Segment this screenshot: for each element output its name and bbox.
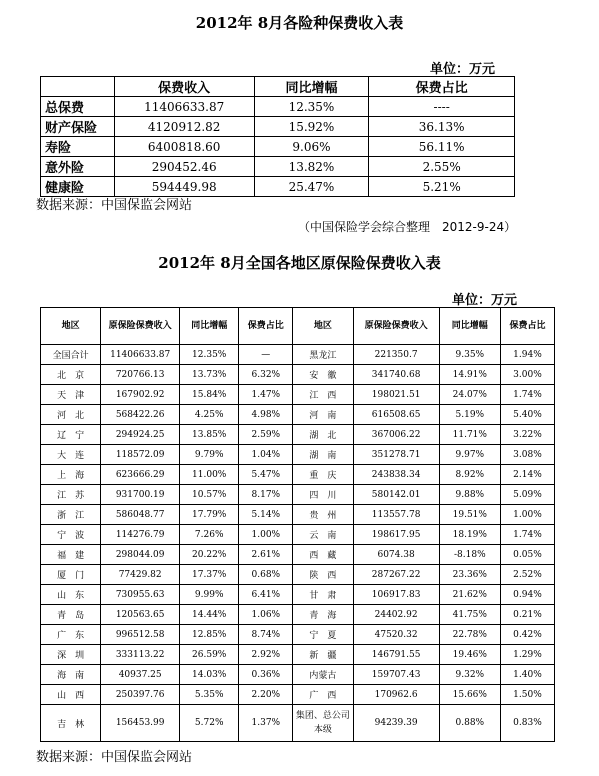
table-cell: 2.52% <box>500 565 554 585</box>
table-cell: 1.40% <box>500 665 554 685</box>
table-cell: 2.61% <box>239 545 293 565</box>
table-row <box>41 405 555 425</box>
regional-header-cell: 保费占比 <box>239 308 293 345</box>
table-cell: 198021.51 <box>353 385 439 405</box>
table-cell: 1.06% <box>239 605 293 625</box>
table-cell: 19.51% <box>439 505 500 525</box>
table-cell: 0.68% <box>239 565 293 585</box>
table-cell: 221350.7 <box>353 345 439 365</box>
region-name: 黑龙江 <box>293 345 353 365</box>
table-cell: 6.32% <box>239 365 293 385</box>
region-name: 青 海 <box>293 605 353 625</box>
table-cell: 616508.65 <box>353 405 439 425</box>
regional-title: 2012年 8月全国各地区原保险保费收入表 <box>158 254 441 272</box>
table-cell: 12.35% <box>180 345 239 365</box>
region-name: 集团、总公司本级 <box>293 705 353 742</box>
table-cell: 8.74% <box>239 625 293 645</box>
table-cell: 367006.22 <box>353 425 439 445</box>
region-name: 宁 波 <box>41 525 101 545</box>
table-cell: — <box>239 345 293 365</box>
regional-header-cell: 同比增幅 <box>180 308 239 345</box>
table-cell: 2.59% <box>239 425 293 445</box>
table-cell: 156453.99 <box>101 705 180 742</box>
table-cell: 146791.55 <box>353 645 439 665</box>
table-row <box>41 705 555 742</box>
region-name: 福 建 <box>41 545 101 565</box>
region-name: 内蒙古 <box>293 665 353 685</box>
region-name: 河 北 <box>41 405 101 425</box>
table-cell: 996512.58 <box>101 625 180 645</box>
region-name: 湖 南 <box>293 445 353 465</box>
table-cell: 21.62% <box>439 585 500 605</box>
table-cell: 167902.92 <box>101 385 180 405</box>
table-cell: 113557.78 <box>353 505 439 525</box>
table-row <box>41 345 555 365</box>
table-cell: 3.08% <box>500 445 554 465</box>
table-cell: 5.40% <box>500 405 554 425</box>
table-cell: 9.06% <box>254 137 369 157</box>
region-name: 浙 江 <box>41 505 101 525</box>
table-cell: 5.09% <box>500 485 554 505</box>
table-cell: 1.74% <box>500 385 554 405</box>
region-name: 贵 州 <box>293 505 353 525</box>
table-cell: 5.35% <box>180 685 239 705</box>
table-cell: 11.00% <box>180 465 239 485</box>
summary-header-cell: 同比增幅 <box>254 77 369 97</box>
summary-title: 2012年 8月各险种保费收入表 <box>195 14 404 32</box>
table-cell: 594449.98 <box>114 177 254 197</box>
regional-header-cell: 原保险保费收入 <box>101 308 180 345</box>
table-cell: 4.25% <box>180 405 239 425</box>
table-row <box>41 137 515 157</box>
table-row <box>41 545 555 565</box>
regional-header-cell: 保费占比 <box>500 308 554 345</box>
table-cell: 17.79% <box>180 505 239 525</box>
table-cell: 8.92% <box>439 465 500 485</box>
table-cell: 3.22% <box>500 425 554 445</box>
regional-table <box>40 307 555 742</box>
table-cell: 94239.39 <box>353 705 439 742</box>
table-cell: 106917.83 <box>353 585 439 605</box>
table-cell: 13.85% <box>180 425 239 445</box>
table-cell: 20.22% <box>180 545 239 565</box>
table-row <box>41 565 555 585</box>
table-cell: 1.00% <box>239 525 293 545</box>
table-cell: 12.35% <box>254 97 369 117</box>
table-cell: 0.36% <box>239 665 293 685</box>
regional-header-cell: 地区 <box>41 308 101 345</box>
region-name: 青 岛 <box>41 605 101 625</box>
region-name: 甘 肃 <box>293 585 353 605</box>
table-cell: 250397.76 <box>101 685 180 705</box>
table-cell: -8.18% <box>439 545 500 565</box>
table-cell: 41.75% <box>439 605 500 625</box>
table-cell: 341740.68 <box>353 365 439 385</box>
region-name: 深 圳 <box>41 645 101 665</box>
regional-header-row <box>41 308 555 345</box>
table-cell: 25.47% <box>254 177 369 197</box>
region-name: 安 徽 <box>293 365 353 385</box>
table-cell: 10.57% <box>180 485 239 505</box>
table-row <box>41 605 555 625</box>
region-name: 江 苏 <box>41 485 101 505</box>
table-row <box>41 665 555 685</box>
table-row <box>41 625 555 645</box>
table-row <box>41 465 555 485</box>
summary-table <box>40 76 515 197</box>
table-cell: 11406633.87 <box>114 97 254 117</box>
table-cell: 2.55% <box>369 157 515 177</box>
table-cell: 298044.09 <box>101 545 180 565</box>
region-name: 吉 林 <box>41 705 101 742</box>
region-name: 陕 西 <box>293 565 353 585</box>
table-cell: 931700.19 <box>101 485 180 505</box>
region-name: 宁 夏 <box>293 625 353 645</box>
table-cell: 8.17% <box>239 485 293 505</box>
region-name: 厦 门 <box>41 565 101 585</box>
table-cell: 9.35% <box>439 345 500 365</box>
region-name: 广 西 <box>293 685 353 705</box>
table-cell: 14.91% <box>439 365 500 385</box>
table-row <box>41 97 515 117</box>
regional-unit: 单位：万元 <box>452 293 518 308</box>
row-label: 财产保险 <box>41 117 115 137</box>
table-cell: 0.88% <box>439 705 500 742</box>
table-cell: 9.99% <box>180 585 239 605</box>
table-cell: 1.94% <box>500 345 554 365</box>
table-row <box>41 685 555 705</box>
table-cell: 24402.92 <box>353 605 439 625</box>
summary-header-cell: 保费占比 <box>369 77 515 97</box>
table-cell: 24.07% <box>439 385 500 405</box>
region-name: 辽 宁 <box>41 425 101 445</box>
table-cell: 12.85% <box>180 625 239 645</box>
summary-header-cell: 保费收入 <box>114 77 254 97</box>
table-cell: 23.36% <box>439 565 500 585</box>
table-cell: 15.92% <box>254 117 369 137</box>
table-cell: 568422.26 <box>101 405 180 425</box>
region-name: 广 东 <box>41 625 101 645</box>
region-name: 北 京 <box>41 365 101 385</box>
region-name: 大 连 <box>41 445 101 465</box>
table-row <box>41 365 555 385</box>
table-cell: 13.73% <box>180 365 239 385</box>
table-cell: ---- <box>369 97 515 117</box>
table-cell: 56.11% <box>369 137 515 157</box>
table-cell: 580142.01 <box>353 485 439 505</box>
table-row <box>41 485 555 505</box>
table-cell: 6400818.60 <box>114 137 254 157</box>
table-cell: 9.88% <box>439 485 500 505</box>
table-cell: 1.00% <box>500 505 554 525</box>
region-name: 山 东 <box>41 585 101 605</box>
table-cell: 0.21% <box>500 605 554 625</box>
table-cell: 243838.34 <box>353 465 439 485</box>
table-cell: 586048.77 <box>101 505 180 525</box>
summary-note: （中国保险学会综合整理 2012-9-24） <box>298 220 517 234</box>
table-row <box>41 385 555 405</box>
summary-unit: 单位：万元 <box>430 62 496 77</box>
table-cell: 17.37% <box>180 565 239 585</box>
regional-header-cell: 同比增幅 <box>439 308 500 345</box>
table-cell: 26.59% <box>180 645 239 665</box>
table-cell: 19.46% <box>439 645 500 665</box>
table-cell: 5.47% <box>239 465 293 485</box>
row-label: 意外险 <box>41 157 115 177</box>
region-name: 重 庆 <box>293 465 353 485</box>
region-name: 江 西 <box>293 385 353 405</box>
table-cell: 47520.32 <box>353 625 439 645</box>
table-cell: 5.19% <box>439 405 500 425</box>
table-row <box>41 505 555 525</box>
table-cell: 22.78% <box>439 625 500 645</box>
region-name: 山 西 <box>41 685 101 705</box>
table-cell: 114276.79 <box>101 525 180 545</box>
region-name: 四 川 <box>293 485 353 505</box>
table-cell: 14.03% <box>180 665 239 685</box>
table-cell: 294924.25 <box>101 425 180 445</box>
table-cell: 118572.09 <box>101 445 180 465</box>
table-cell: 6.41% <box>239 585 293 605</box>
table-cell: 36.13% <box>369 117 515 137</box>
table-cell: 1.37% <box>239 705 293 742</box>
table-cell: 0.83% <box>500 705 554 742</box>
table-cell: 3.00% <box>500 365 554 385</box>
region-name: 新 疆 <box>293 645 353 665</box>
table-cell: 9.79% <box>180 445 239 465</box>
table-cell: 4120912.82 <box>114 117 254 137</box>
table-cell: 159707.43 <box>353 665 439 685</box>
table-cell: 5.72% <box>180 705 239 742</box>
table-cell: 2.92% <box>239 645 293 665</box>
table-row <box>41 525 555 545</box>
table-cell: 1.47% <box>239 385 293 405</box>
table-cell: 198617.95 <box>353 525 439 545</box>
region-name: 全国合计 <box>41 345 101 365</box>
summary-source: 数据来源：中国保监会网站 <box>36 198 193 213</box>
table-cell: 1.04% <box>239 445 293 465</box>
region-name: 天 津 <box>41 385 101 405</box>
row-label: 健康险 <box>41 177 115 197</box>
table-cell: 6074.38 <box>353 545 439 565</box>
table-row <box>41 585 555 605</box>
table-cell: 720766.13 <box>101 365 180 385</box>
summary-header-row <box>41 77 515 97</box>
table-cell: 11406633.87 <box>101 345 180 365</box>
table-cell: 623666.29 <box>101 465 180 485</box>
table-cell: 11.71% <box>439 425 500 445</box>
table-row <box>41 117 515 137</box>
regional-source: 数据来源：中国保监会网站 <box>36 750 193 765</box>
region-name: 上 海 <box>41 465 101 485</box>
table-cell: 0.42% <box>500 625 554 645</box>
table-cell: 1.50% <box>500 685 554 705</box>
table-cell: 0.94% <box>500 585 554 605</box>
regional-header-cell: 原保险保费收入 <box>353 308 439 345</box>
table-cell: 9.97% <box>439 445 500 465</box>
table-cell: 120563.65 <box>101 605 180 625</box>
region-name: 湖 北 <box>293 425 353 445</box>
table-cell: 2.14% <box>500 465 554 485</box>
table-cell: 0.05% <box>500 545 554 565</box>
summary-header-cell <box>41 77 115 97</box>
table-cell: 15.66% <box>439 685 500 705</box>
table-cell: 287267.22 <box>353 565 439 585</box>
table-cell: 4.98% <box>239 405 293 425</box>
region-name: 西 藏 <box>293 545 353 565</box>
table-cell: 290452.46 <box>114 157 254 177</box>
table-cell: 14.44% <box>180 605 239 625</box>
table-cell: 5.14% <box>239 505 293 525</box>
table-row <box>41 645 555 665</box>
table-cell: 1.29% <box>500 645 554 665</box>
region-name: 河 南 <box>293 405 353 425</box>
table-cell: 40937.25 <box>101 665 180 685</box>
table-row <box>41 425 555 445</box>
region-name: 云 南 <box>293 525 353 545</box>
table-cell: 170962.6 <box>353 685 439 705</box>
row-label: 总保费 <box>41 97 115 117</box>
table-cell: 5.21% <box>369 177 515 197</box>
table-cell: 351278.71 <box>353 445 439 465</box>
table-cell: 1.74% <box>500 525 554 545</box>
table-cell: 77429.82 <box>101 565 180 585</box>
row-label: 寿险 <box>41 137 115 157</box>
table-cell: 18.19% <box>439 525 500 545</box>
table-cell: 9.32% <box>439 665 500 685</box>
region-name: 海 南 <box>41 665 101 685</box>
table-cell: 730955.63 <box>101 585 180 605</box>
regional-header-cell: 地区 <box>293 308 353 345</box>
table-cell: 13.82% <box>254 157 369 177</box>
table-cell: 7.26% <box>180 525 239 545</box>
table-cell: 15.84% <box>180 385 239 405</box>
table-cell: 333113.22 <box>101 645 180 665</box>
table-row <box>41 157 515 177</box>
table-cell: 2.20% <box>239 685 293 705</box>
table-row <box>41 445 555 465</box>
